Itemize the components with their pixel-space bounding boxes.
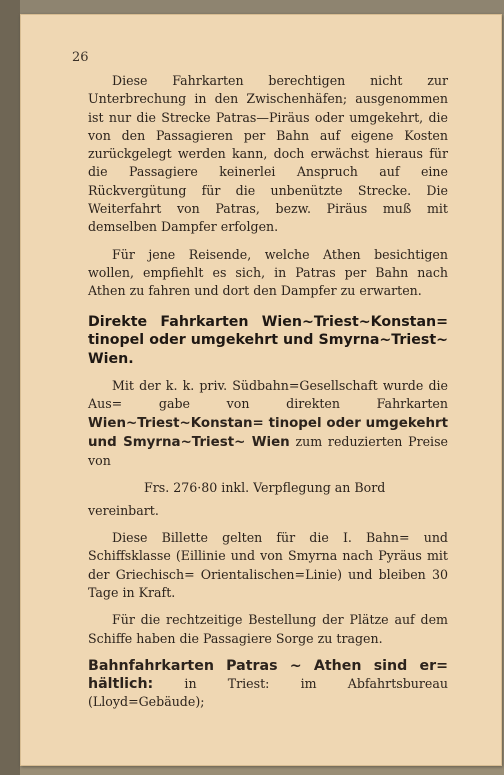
scan-left-edge — [0, 0, 20, 775]
agreed-word: vereinbart. — [88, 502, 159, 518]
page-number: 26 — [72, 50, 89, 65]
price-line: Frs. 276·80 inkl. Verpflegung an Bord — [144, 480, 386, 496]
paragraph-ticket-conditions: Diese Fahrkarten berechtigen nicht zur Unterbrechung in den Zwischenhäfen; ausgenommen ist nur die Strecke Patras—Piräus oder umgekehrt, die von den Passagieren per Bahn auf eigene Kosten zurückgelegt werden kann, doch erwächst hieraus für die Passagiere keinerlei Anspruch auf eine Rückvergütung für die unbenützte Strecke. Die Weiterfahrt von Patras, bezw. Piräus muß mit demselben Dampfer erfolgen. — [88, 73, 448, 235]
scan-top-edge — [20, 0, 504, 14]
suedbahn-text-start: Mit der k. k. priv. Südbahn=Gesellschaft wurde die Aus= gabe von direkten Fahrkarten — [88, 377, 448, 412]
paragraph-seat-booking: Für die rechtzeitige Bestellung der Plätze auf dem Schiffe haben die Passagiere Sorge zu tragen. — [88, 612, 448, 646]
paragraph-ticket-validity: Diese Billette gelten für die I. Bahn= und Schiffsklasse (Eillinie und von Smyrna nach Pyräus mit der Griechisch= Orientalischen=Linie) und bleiben 30 Tage in Kraft. — [88, 530, 448, 600]
paragraph-athens-advice: Für jene Reisende, welche Athen besichtigen wollen, empfiehlt es sich, in Patras per Bahn nach Athen zu fahren und dort den Dampfer zu erwarten. — [88, 246, 448, 299]
paragraph-suedbahn-agreement — [88, 377, 448, 470]
paragraph-patras-athens — [88, 657, 448, 712]
heading-direct-tickets: Direkte Fahrkarten Wien~Triest~Konstan= tinopel oder umgekehrt und Smyrna~Triest~ Wien. — [88, 313, 448, 368]
heading-patras-athens: Bahnfahrkarten Patras ~ Athen sind er= hältlich: — [88, 657, 448, 693]
route-bold-text: Wien~Triest~Konstan= tinopel oder umgekehrt und Smyrna~Triest~ Wien — [88, 415, 448, 450]
trieste-office-text: in Triest: im Abfahrtsbureau (Lloyd=Gebäude); — [88, 676, 448, 710]
suedbahn-text-end: zum reduzierten Preise von — [88, 433, 448, 469]
page-content — [88, 72, 448, 721]
